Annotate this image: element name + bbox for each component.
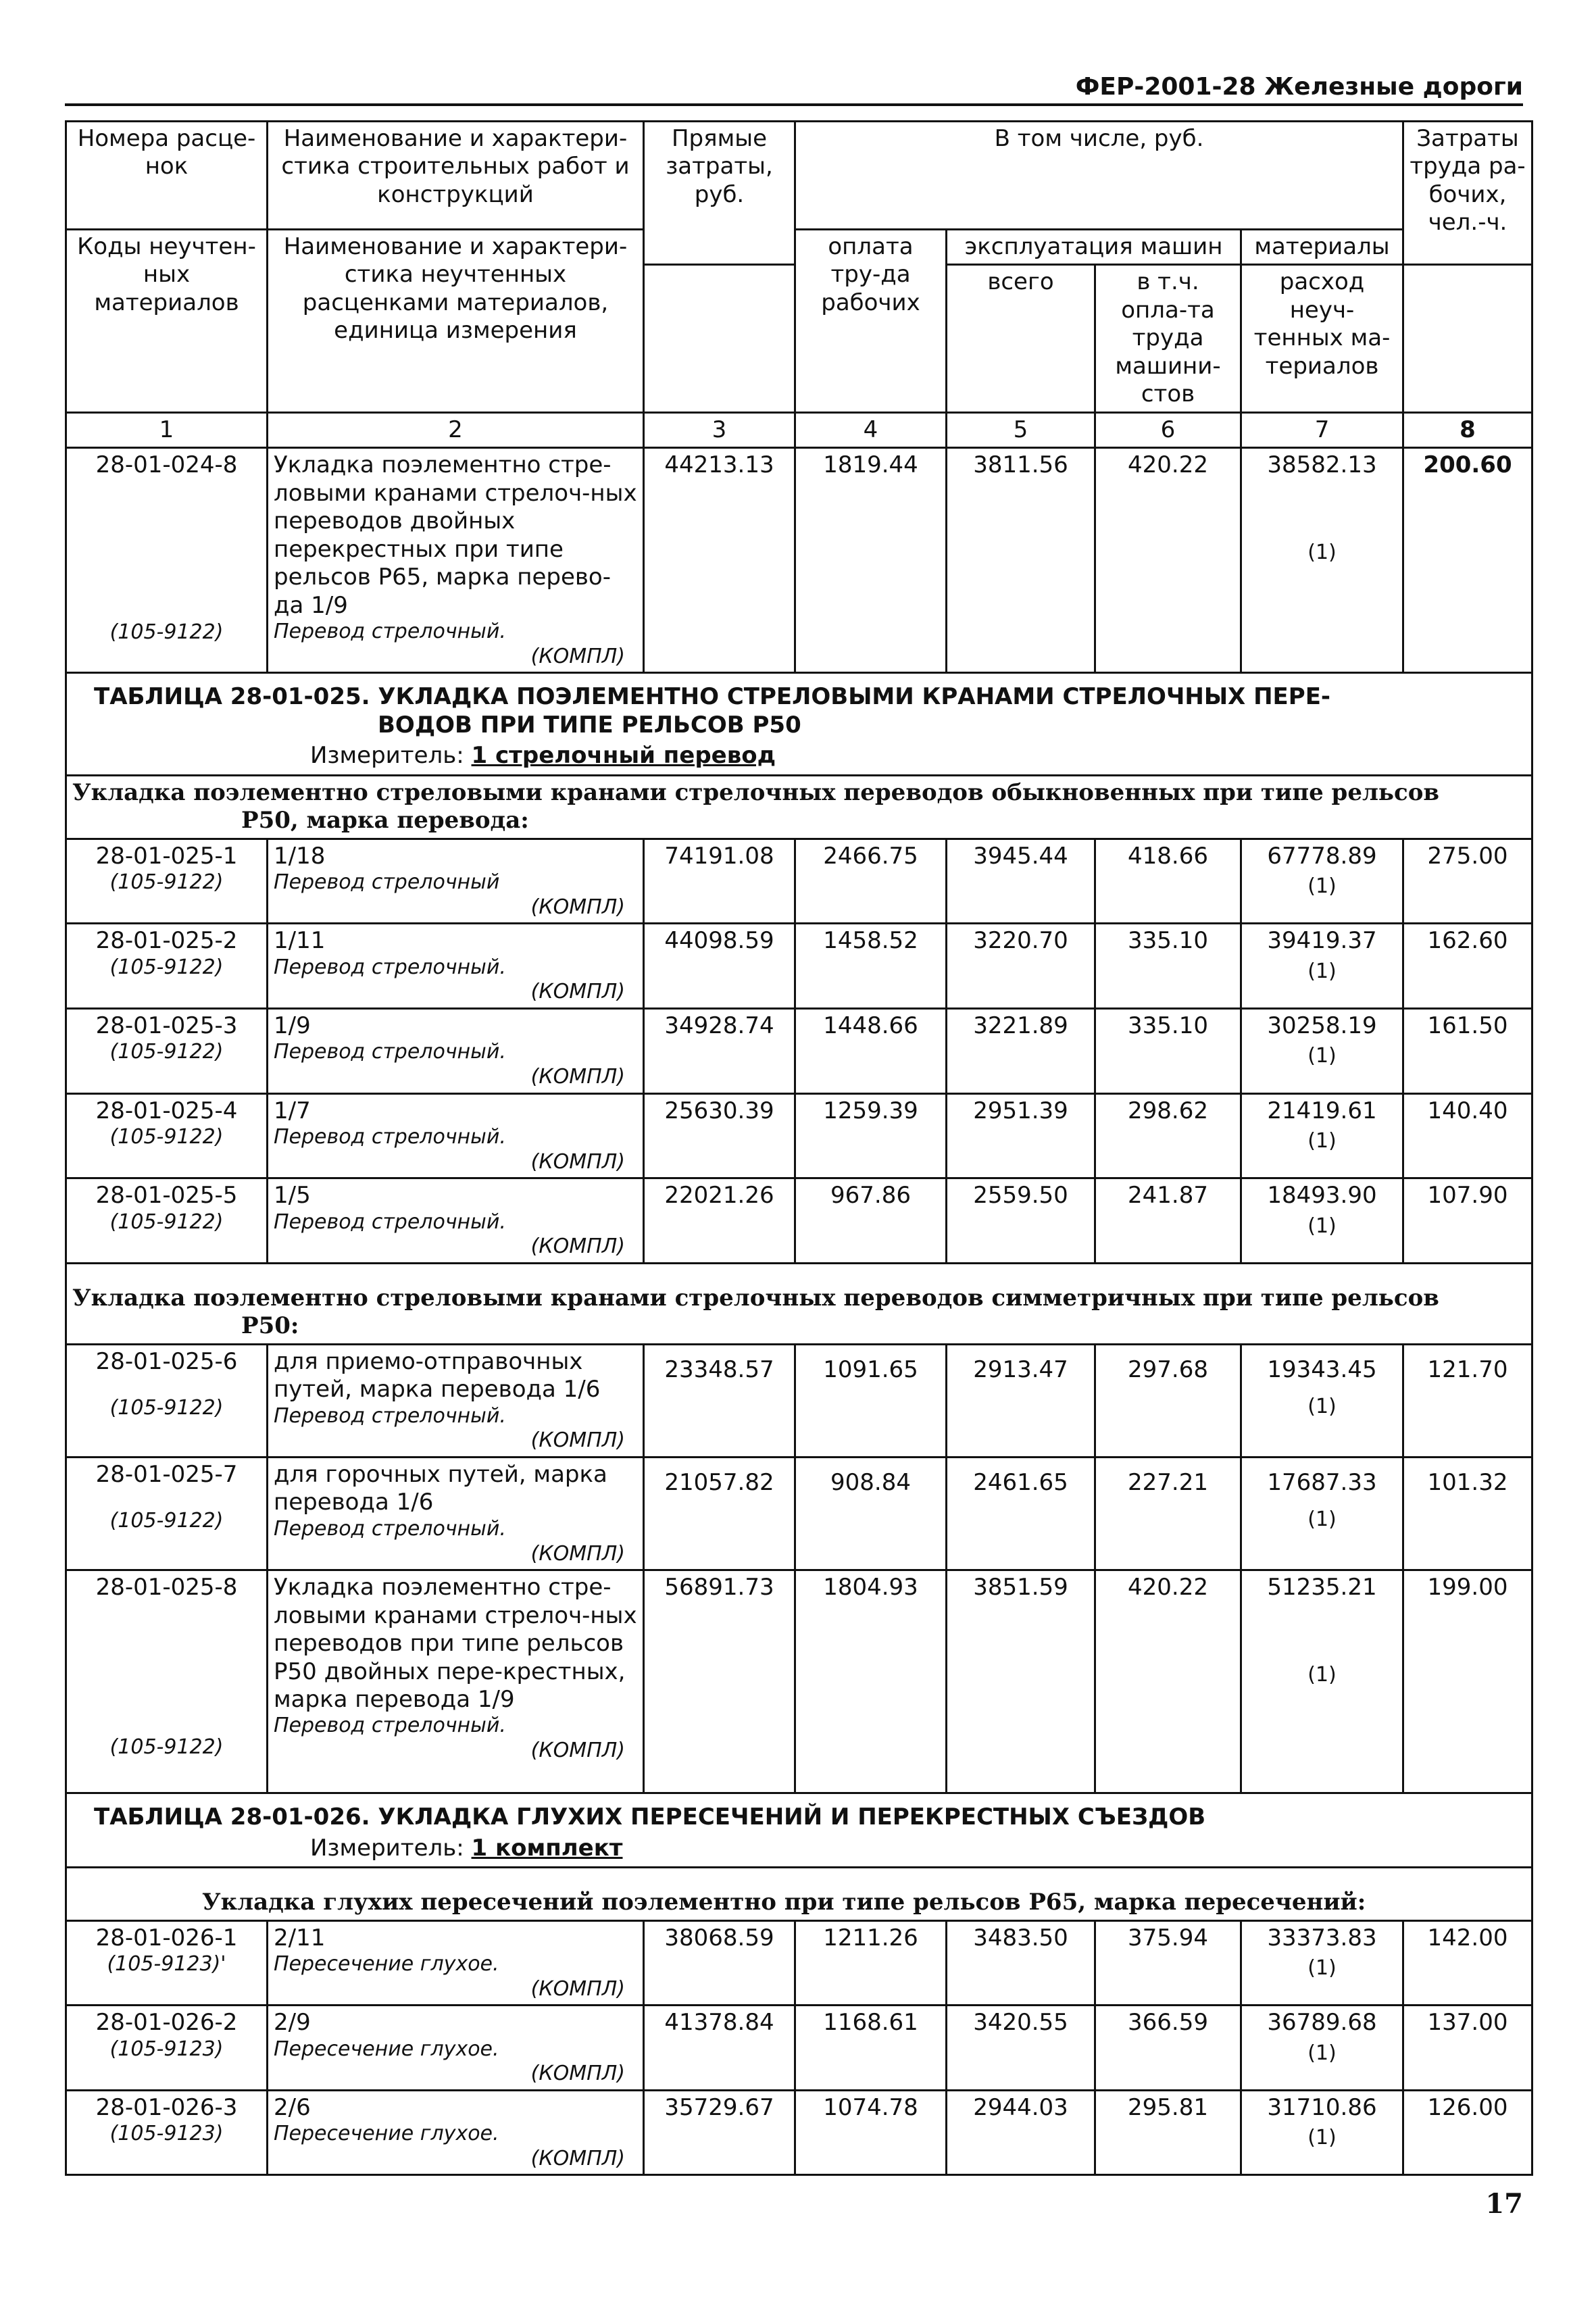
- rate-code-cell: 28-01-024-8 (105-9122): [66, 448, 268, 673]
- col-machinist-pay-header: в т.ч. опла-та труда машини-стов: [1095, 265, 1241, 412]
- materials-value: 19343.45 (1): [1241, 1344, 1403, 1457]
- col-machines-header: эксплуатация машин: [947, 230, 1241, 265]
- worker-pay-value: 1819.44: [795, 448, 947, 673]
- direct-costs-value: 56891.73: [644, 1570, 795, 1793]
- table-row: [66, 2006, 1532, 2091]
- header-row-2: [66, 230, 1532, 265]
- table-26-meter: Измеритель: 1 комплект: [310, 1834, 623, 1862]
- worker-pay-value: 1074.78: [795, 2090, 947, 2175]
- labor-hours-value: 199.00: [1403, 1570, 1532, 1793]
- table-26-title-row: [66, 1793, 1532, 1868]
- labor-hours-value: 161.50: [1403, 1008, 1532, 1093]
- col-labor-hours-header: Затраты труда ра-бочих, чел.-ч.: [1403, 122, 1532, 265]
- rate-description-cell: 2/11 Пересечение глухое. (КОМПЛ): [268, 1920, 644, 2006]
- table-row: [66, 1008, 1532, 1093]
- table-row: [66, 1920, 1532, 2006]
- rate-code-cell: 28-01-025-8 (105-9122): [66, 1570, 268, 1793]
- labor-hours-value: 107.90: [1403, 1178, 1532, 1264]
- machinist-pay-value: 418.66: [1095, 839, 1241, 924]
- rate-description-cell: 2/6 Пересечение глухое. (КОМПЛ): [268, 2090, 644, 2175]
- worker-pay-value: 1259.39: [795, 1093, 947, 1178]
- machinist-pay-value: 375.94: [1095, 1920, 1241, 2006]
- machines-total-value: 2944.03: [947, 2090, 1095, 2175]
- machines-total-value: 2559.50: [947, 1178, 1095, 1264]
- section-heading: Укладка поэлементно стреловыми кранами стрелочных переводов обыкновенных при типе рельсов Р50, марка перевода:: [66, 775, 1532, 839]
- direct-costs-value: 38068.59: [644, 1920, 795, 2006]
- table-row: [66, 1344, 1532, 1457]
- materials-value: 30258.19 (1): [1241, 1008, 1403, 1093]
- rate-code-cell: 28-01-026-1 (105-9123)': [66, 1920, 268, 2006]
- col-material-name-header: Наименование и характери-стика неучтенных расценками материалов, единица измерения: [268, 230, 644, 413]
- machinist-pay-value: 298.62: [1095, 1093, 1241, 1178]
- section-heading: Укладка поэлементно стреловыми кранами стрелочных переводов симметричных при типе рельсов Р50:: [66, 1263, 1532, 1344]
- machinist-pay-value: 335.10: [1095, 1008, 1241, 1093]
- materials-value: 67778.89 (1): [1241, 839, 1403, 924]
- rate-description-cell: для горочных путей, марка перевода 1/6 Перевод стрелочный. (КОМПЛ): [268, 1457, 644, 1570]
- worker-pay-value: 1091.65: [795, 1344, 947, 1457]
- machinist-pay-value: 241.87: [1095, 1178, 1241, 1264]
- worker-pay-value: 1458.52: [795, 924, 947, 1009]
- rate-description-cell: для приемо-отправочных путей, марка перевода 1/6 Перевод стрелочный. (КОМПЛ): [268, 1344, 644, 1457]
- table-row: [66, 2090, 1532, 2175]
- rates-table: [65, 120, 1533, 2176]
- machines-total-value: 3420.55: [947, 2006, 1095, 2091]
- table-row: [66, 448, 1532, 673]
- rate-description-cell: 2/9 Пересечение глухое. (КОМПЛ): [268, 2006, 644, 2091]
- col-materials-header: материалы: [1241, 230, 1403, 265]
- machinist-pay-value: 420.22: [1095, 448, 1241, 673]
- machinist-pay-value: 420.22: [1095, 1570, 1241, 1793]
- col-worker-pay-header: оплата тру-да рабочих: [795, 230, 947, 413]
- direct-costs-value: 44213.13: [644, 448, 795, 673]
- table-row: [66, 839, 1532, 924]
- rate-code-cell: 28-01-026-2 (105-9123): [66, 2006, 268, 2091]
- worker-pay-value: 2466.75: [795, 839, 947, 924]
- col-number: 5: [947, 412, 1095, 447]
- rate-description-cell: Укладка поэлементно стре-ловыми кранами стрелоч-ных переводов двойных перекрестных при типе рельсов Р65, марка перево-да 1/9 Перевод стрелочный. (КОМПЛ): [268, 448, 644, 673]
- worker-pay-value: 908.84: [795, 1457, 947, 1570]
- rate-description-cell: Укладка поэлементно стре-ловыми кранами стрелоч-ных переводов при типе рельсов Р50 двойных пере-крестных, марка перевода 1/9 Перевод стрелочный. (КОМПЛ): [268, 1570, 644, 1793]
- table-row: [66, 1457, 1532, 1570]
- labor-hours-value: 101.32: [1403, 1457, 1532, 1570]
- rate-code-cell: 28-01-025-5 (105-9122): [66, 1178, 268, 1264]
- col-material-codes-header: Коды неучтен-ных материалов: [66, 230, 268, 413]
- labor-hours-value: 140.40: [1403, 1093, 1532, 1178]
- col-number: 2: [268, 412, 644, 447]
- direct-costs-value: 25630.39: [644, 1093, 795, 1178]
- rate-description-cell: 1/11 Перевод стрелочный. (КОМПЛ): [268, 924, 644, 1009]
- direct-costs-value: 41378.84: [644, 2006, 795, 2091]
- machines-total-value: 3811.56: [947, 448, 1095, 673]
- table-row: [66, 1093, 1532, 1178]
- table-row: [66, 924, 1532, 1009]
- direct-costs-value: 35729.67: [644, 2090, 795, 2175]
- rate-description-cell: 1/18 Перевод стрелочный (КОМПЛ): [268, 839, 644, 924]
- labor-hours-value: 121.70: [1403, 1344, 1532, 1457]
- direct-costs-value: 21057.82: [644, 1457, 795, 1570]
- machines-total-value: 2951.39: [947, 1093, 1095, 1178]
- col-number: 7: [1241, 412, 1403, 447]
- direct-costs-value: 23348.57: [644, 1344, 795, 1457]
- page-number: 17: [1485, 2188, 1523, 2220]
- col-number: 4: [795, 412, 947, 447]
- col-machines-total-header: всего: [947, 265, 1095, 412]
- materials-value: 18493.90 (1): [1241, 1178, 1403, 1264]
- table-row: [66, 1178, 1532, 1264]
- machines-total-value: 3945.44: [947, 839, 1095, 924]
- machines-total-value: 3220.70: [947, 924, 1095, 1009]
- worker-pay-value: 1448.66: [795, 1008, 947, 1093]
- col-number: 6: [1095, 412, 1241, 447]
- rate-code-cell: 28-01-025-3 (105-9122): [66, 1008, 268, 1093]
- col-labor-hours-blank: [1403, 265, 1532, 412]
- rate-code-cell: 28-01-025-1 (105-9122): [66, 839, 268, 924]
- materials-value: 51235.21 (1): [1241, 1570, 1403, 1793]
- col-work-name-header: Наименование и характери-стика строительных работ и конструкций: [268, 122, 644, 230]
- materials-value: 36789.68 (1): [1241, 2006, 1403, 2091]
- labor-hours-value: 162.60: [1403, 924, 1532, 1009]
- direct-costs-value: 34928.74: [644, 1008, 795, 1093]
- rate-description-cell: 1/5 Перевод стрелочный. (КОМПЛ): [268, 1178, 644, 1264]
- col-including-header: В том числе, руб.: [795, 122, 1403, 230]
- direct-costs-value: 74191.08: [644, 839, 795, 924]
- rate-code-cell: 28-01-025-6 (105-9122): [66, 1344, 268, 1457]
- direct-costs-value: 22021.26: [644, 1178, 795, 1264]
- machines-total-value: 2461.65: [947, 1457, 1095, 1570]
- table-26-title: ТАБЛИЦА 28-01-026. УКЛАДКА ГЛУХИХ ПЕРЕСЕЧЕНИЙ И ПЕРЕКРЕСТНЫХ СЪЕЗДОВ: [94, 1803, 1206, 1831]
- worker-pay-value: 1211.26: [795, 1920, 947, 2006]
- rate-code-cell: 28-01-025-7 (105-9122): [66, 1457, 268, 1570]
- machines-total-value: 3851.59: [947, 1570, 1095, 1793]
- table-25-meter: Измеритель: 1 стрелочный перевод: [310, 742, 776, 770]
- col-unaccounted-materials-header: расход неуч-тенных ма-териалов: [1241, 265, 1403, 412]
- machinist-pay-value: 297.68: [1095, 1344, 1241, 1457]
- rate-code-cell: 28-01-026-3 (105-9123): [66, 2090, 268, 2175]
- table-25-title-row: [66, 673, 1532, 775]
- header-row-1: [66, 122, 1532, 230]
- section-heading: Укладка глухих пересечений поэлементно при типе рельсов Р65, марка пересечений:: [66, 1868, 1532, 1920]
- col-number: 1: [66, 412, 268, 447]
- rate-code-cell: 28-01-025-2 (105-9122): [66, 924, 268, 1009]
- col-direct-costs-blank: [644, 265, 795, 412]
- machinist-pay-value: 295.81: [1095, 2090, 1241, 2175]
- materials-value: 39419.37 (1): [1241, 924, 1403, 1009]
- labor-hours-value: 126.00: [1403, 2090, 1532, 2175]
- machinist-pay-value: 227.21: [1095, 1457, 1241, 1570]
- page-header-title: ФЕР-2001-28 Железные дороги: [65, 73, 1523, 106]
- rate-code-cell: 28-01-025-4 (105-9122): [66, 1093, 268, 1178]
- worker-pay-value: 1168.61: [795, 2006, 947, 2091]
- materials-value: 38582.13 (1): [1241, 448, 1403, 673]
- machines-total-value: 3221.89: [947, 1008, 1095, 1093]
- column-numbers-row: [66, 412, 1532, 447]
- col-rate-number-header: Номера расце-нок: [66, 122, 268, 230]
- col-direct-costs-header: Прямые затраты, руб.: [644, 122, 795, 265]
- table-25-title: ТАБЛИЦА 28-01-025. УКЛАДКА ПОЭЛЕМЕНТНО СТРЕЛОВЫМИ КРАНАМИ СТРЕЛОЧНЫХ ПЕРЕ-: [94, 683, 1331, 711]
- table-row: [66, 1570, 1532, 1793]
- worker-pay-value: 967.86: [795, 1178, 947, 1264]
- materials-value: 21419.61 (1): [1241, 1093, 1403, 1178]
- machines-total-value: 2913.47: [947, 1344, 1095, 1457]
- machinist-pay-value: 335.10: [1095, 924, 1241, 1009]
- col-number: 8: [1403, 412, 1532, 447]
- labor-hours-value: 142.00: [1403, 1920, 1532, 2006]
- materials-value: 31710.86 (1): [1241, 2090, 1403, 2175]
- rate-description-cell: 1/7 Перевод стрелочный. (КОМПЛ): [268, 1093, 644, 1178]
- machinist-pay-value: 366.59: [1095, 2006, 1241, 2091]
- worker-pay-value: 1804.93: [795, 1570, 947, 1793]
- labor-hours-value: 137.00: [1403, 2006, 1532, 2091]
- materials-value: 17687.33 (1): [1241, 1457, 1403, 1570]
- labor-hours-value: 200.60: [1403, 448, 1532, 673]
- table-25-title-line2: ВОДОВ ПРИ ТИПЕ РЕЛЬСОВ Р50: [378, 711, 801, 739]
- labor-hours-value: 275.00: [1403, 839, 1532, 924]
- machines-total-value: 3483.50: [947, 1920, 1095, 2006]
- rate-description-cell: 1/9 Перевод стрелочный. (КОМПЛ): [268, 1008, 644, 1093]
- col-number: 3: [644, 412, 795, 447]
- materials-value: 33373.83 (1): [1241, 1920, 1403, 2006]
- direct-costs-value: 44098.59: [644, 924, 795, 1009]
